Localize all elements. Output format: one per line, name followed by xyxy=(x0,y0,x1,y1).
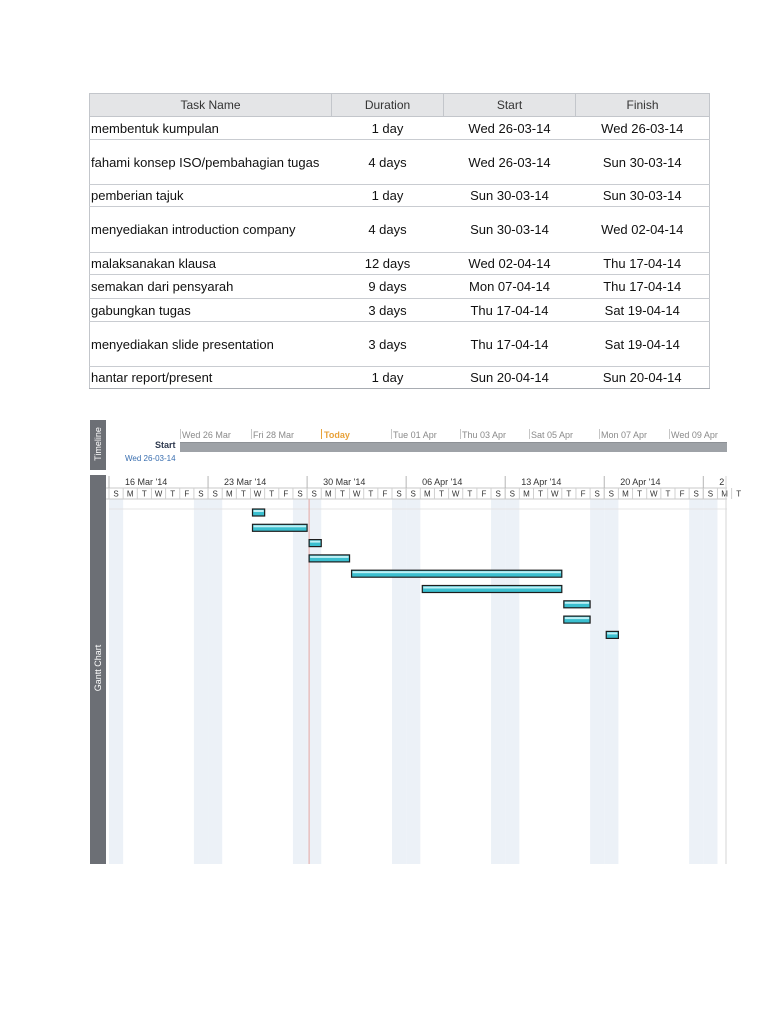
finish-cell[interactable]: Sun 30-03-14 xyxy=(576,185,710,207)
task-name-cell[interactable]: pemberian tajuk xyxy=(90,185,332,207)
duration-cell[interactable]: 3 days xyxy=(332,322,444,367)
day-letter: W xyxy=(649,489,658,499)
day-letter: S xyxy=(594,489,600,499)
weekend-column xyxy=(194,499,208,864)
table-row[interactable] xyxy=(90,140,710,185)
task-bar-highlight xyxy=(353,571,561,573)
start-cell[interactable]: Sun 20-04-14 xyxy=(444,367,576,389)
day-letter: T xyxy=(665,489,671,499)
day-letter: T xyxy=(269,489,275,499)
duration-cell[interactable]: 9 days xyxy=(332,275,444,299)
day-letter: T xyxy=(439,489,444,499)
day-letter: S xyxy=(693,489,699,499)
weekend-column xyxy=(406,499,420,864)
timeline-start-label: Start xyxy=(155,440,176,450)
task-name-cell[interactable]: fahami konsep ISO/pembahagian tugas xyxy=(90,140,332,185)
task-table xyxy=(89,93,710,389)
day-letter: S xyxy=(113,489,119,499)
weekend-column xyxy=(604,499,618,864)
table-row[interactable] xyxy=(90,117,710,140)
weekend-column xyxy=(392,499,406,864)
timeline-date-label: Thu 03 Apr xyxy=(462,430,507,440)
task-name-cell[interactable]: menyediakan slide presentation xyxy=(90,322,332,367)
timeline-date-label: Fri 28 Mar xyxy=(253,430,295,440)
day-letter: S xyxy=(509,489,515,499)
day-letter: W xyxy=(154,489,163,499)
day-letter: F xyxy=(580,489,586,499)
week-label: 13 Apr '14 xyxy=(521,477,562,487)
gantt-chart[interactable] xyxy=(90,420,742,864)
day-letter: S xyxy=(311,489,317,499)
week-label: 20 Apr '14 xyxy=(620,477,661,487)
table-row[interactable] xyxy=(90,299,710,322)
column-header-start[interactable]: Start xyxy=(444,94,576,117)
day-letter: T xyxy=(637,489,643,499)
day-letter: S xyxy=(396,489,402,499)
table-row[interactable] xyxy=(90,275,710,299)
start-cell[interactable]: Wed 26-03-14 xyxy=(444,117,576,140)
day-letter: T xyxy=(368,489,374,499)
week-label: 06 Apr '14 xyxy=(422,477,463,487)
day-letter: S xyxy=(495,489,501,499)
day-letter: S xyxy=(212,489,218,499)
task-bar-highlight xyxy=(607,632,617,634)
weekend-column xyxy=(689,499,703,864)
weekend-column xyxy=(293,499,307,864)
start-cell[interactable]: Thu 17-04-14 xyxy=(444,299,576,322)
column-header-task-name[interactable]: Task Name xyxy=(90,94,332,117)
day-letter: T xyxy=(538,489,544,499)
day-letter: M xyxy=(324,489,332,499)
weekend-column xyxy=(208,499,222,864)
duration-cell[interactable]: 1 day xyxy=(332,185,444,207)
finish-cell[interactable]: Sat 19-04-14 xyxy=(576,299,710,322)
task-name-cell[interactable]: gabungkan tugas xyxy=(90,299,332,322)
day-letter: T xyxy=(141,489,147,499)
day-letter: M xyxy=(523,489,530,499)
weekend-column xyxy=(109,499,123,864)
day-letter: T xyxy=(240,489,246,499)
start-cell[interactable]: Sun 30-03-14 xyxy=(444,185,576,207)
task-bar-highlight xyxy=(310,541,320,543)
task-name-cell[interactable]: hantar report/present xyxy=(90,367,332,389)
day-letter: T xyxy=(340,489,345,499)
day-letter: M xyxy=(622,489,629,499)
day-letter: F xyxy=(679,489,685,499)
finish-cell[interactable]: Thu 17-04-14 xyxy=(576,253,710,275)
timeline-date-label: Mon 07 Apr xyxy=(601,430,648,440)
day-letter: F xyxy=(283,489,289,499)
duration-cell[interactable]: 1 day xyxy=(332,117,444,140)
task-bar-highlight xyxy=(310,556,348,558)
day-letter: S xyxy=(297,489,303,499)
task-name-cell[interactable]: semakan dari pensyarah xyxy=(90,275,332,299)
day-letter: M xyxy=(721,489,728,499)
column-header-finish[interactable]: Finish xyxy=(576,94,710,117)
day-letter: W xyxy=(253,489,262,499)
day-letter: T xyxy=(467,489,473,499)
day-letter: W xyxy=(451,489,460,499)
weekend-column xyxy=(590,499,604,864)
weekend-column xyxy=(491,499,505,864)
duration-cell[interactable]: 1 day xyxy=(332,367,444,389)
finish-cell[interactable]: Sat 19-04-14 xyxy=(576,322,710,367)
day-letter: M xyxy=(126,489,134,499)
task-name-cell[interactable]: malaksanakan klausa xyxy=(90,253,332,275)
gantt-view xyxy=(90,420,742,864)
start-cell[interactable]: Wed 26-03-14 xyxy=(444,140,576,185)
week-label: 23 Mar '14 xyxy=(224,477,267,487)
table-row[interactable] xyxy=(90,322,710,367)
finish-cell[interactable]: Thu 17-04-14 xyxy=(576,275,710,299)
start-cell[interactable]: Wed 02-04-14 xyxy=(444,253,576,275)
day-letter: S xyxy=(608,489,614,499)
day-letter: F xyxy=(481,489,487,499)
start-cell[interactable]: Mon 07-04-14 xyxy=(444,275,576,299)
day-letter: F xyxy=(184,489,190,499)
duration-cell[interactable]: 4 days xyxy=(332,140,444,185)
week-label: 30 Mar '14 xyxy=(323,477,366,487)
task-bar-highlight xyxy=(565,617,589,619)
task-bar-highlight xyxy=(254,525,307,527)
duration-cell[interactable]: 3 days xyxy=(332,299,444,322)
finish-cell[interactable]: Wed 02-04-14 xyxy=(576,207,710,253)
day-letter: S xyxy=(198,489,204,499)
day-letter: W xyxy=(550,489,559,499)
timeline-date-label: Wed 09 Apr xyxy=(671,430,718,440)
day-letter: T xyxy=(566,489,572,499)
start-cell[interactable]: Thu 17-04-14 xyxy=(444,322,576,367)
timeline-date-label: Sat 05 Apr xyxy=(531,430,574,440)
finish-cell[interactable]: Sun 30-03-14 xyxy=(576,140,710,185)
duration-cell[interactable]: 4 days xyxy=(332,207,444,253)
day-letter: W xyxy=(352,489,361,499)
timeline-date-label: Wed 26 Mar xyxy=(182,430,231,440)
table-row[interactable] xyxy=(90,253,710,275)
day-letter: M xyxy=(424,489,431,499)
timeline-date-label: Tue 01 Apr xyxy=(393,430,437,440)
table-row[interactable] xyxy=(90,185,710,207)
task-bar-highlight xyxy=(254,510,264,512)
day-letter: M xyxy=(225,489,233,499)
day-letter: S xyxy=(410,489,416,499)
table-row[interactable] xyxy=(90,207,710,253)
day-letter: T xyxy=(736,489,742,499)
start-cell[interactable]: Sun 30-03-14 xyxy=(444,207,576,253)
task-name-cell[interactable]: membentuk kumpulan xyxy=(90,117,332,140)
finish-cell[interactable]: Wed 26-03-14 xyxy=(576,117,710,140)
table-row[interactable] xyxy=(90,367,710,389)
day-letter: F xyxy=(382,489,388,499)
day-letter: S xyxy=(707,489,714,499)
finish-cell[interactable]: Sun 20-04-14 xyxy=(576,367,710,389)
week-label: 16 Mar '14 xyxy=(125,477,168,487)
timeline-side-label: Timeline xyxy=(93,427,103,461)
column-header-duration[interactable]: Duration xyxy=(332,94,444,117)
duration-cell[interactable]: 12 days xyxy=(332,253,444,275)
timeline-today-label: Today xyxy=(324,430,350,440)
weekend-column xyxy=(703,499,717,864)
timeline-start-date: Wed 26-03-14 xyxy=(125,454,176,463)
weekend-column xyxy=(505,499,519,864)
table-header-row xyxy=(90,94,710,117)
week-label: 2 xyxy=(719,477,725,487)
day-letter: T xyxy=(170,489,176,499)
task-bar-highlight xyxy=(565,602,589,604)
task-name-cell[interactable]: menyediakan introduction company xyxy=(90,207,332,253)
gantt-side-label: Gantt Chart xyxy=(93,644,103,692)
task-bar-highlight xyxy=(423,587,561,589)
